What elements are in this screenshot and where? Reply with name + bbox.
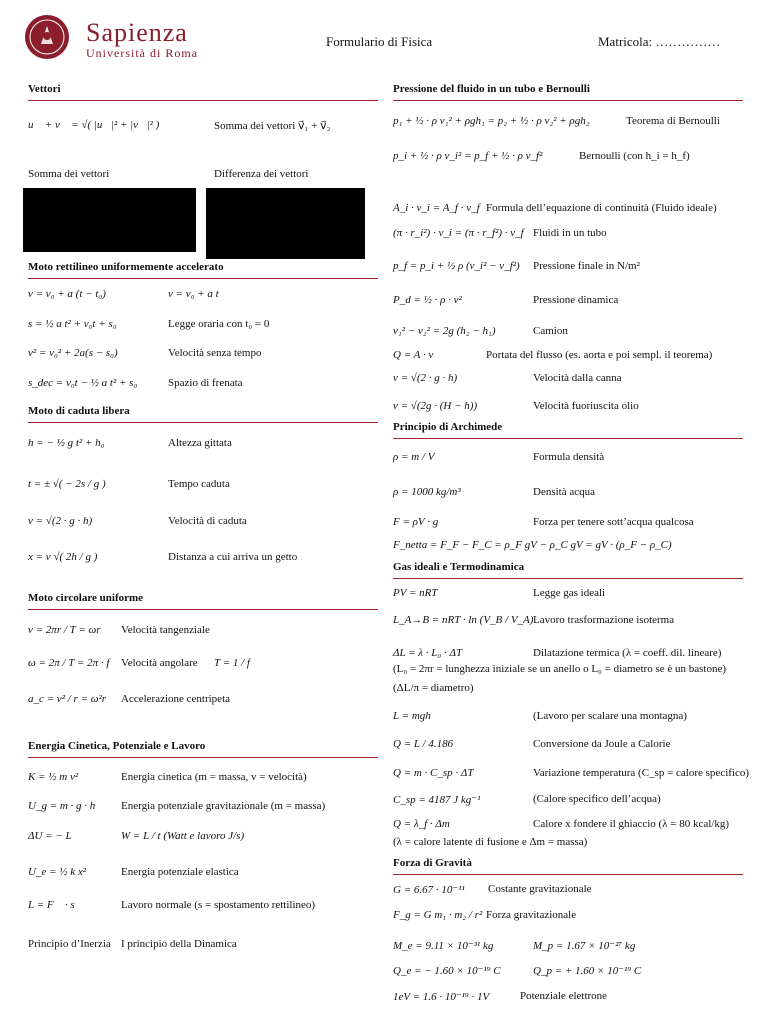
- formula-description: Formula densità: [533, 451, 605, 463]
- formula-description: Energia potenziale gravitazionale (m = massa): [121, 800, 326, 812]
- formula: v = √(2g · (H − h)): [393, 400, 478, 412]
- formula: t = ± √( − 2s / g ): [28, 478, 106, 490]
- formula: Q = L / 4.186: [393, 738, 454, 750]
- formula: L = mgh: [393, 710, 431, 722]
- rule-pressione: [393, 100, 743, 101]
- formula: A_i · v_i = A_f · v_f: [393, 202, 480, 214]
- formula-description: Calore x fondere il ghiaccio (λ = 80 kcal/kg): [533, 818, 730, 830]
- formula-description: Forza per tenere sott’acqua qualcosa: [533, 516, 694, 528]
- formula: p₁ + ½ · ρ v₁² + ρgh₁ = p₂ + ½ · ρ v₂² + ρgh₂: [393, 115, 590, 127]
- formula: P_d = ½ · ρ · v²: [393, 294, 462, 306]
- formula-description: Velocità senza tempo: [168, 347, 262, 359]
- formula-description: Pressione dinamica: [533, 294, 619, 306]
- formula-description: (ΔL/π = diametro): [393, 682, 474, 694]
- section-heading: Gas ideali e Termodinamica: [393, 561, 525, 573]
- formula-description: Potenziale elettrone: [520, 990, 608, 1002]
- rule-energia: [28, 757, 378, 758]
- formula: K = ½ m v²: [28, 771, 79, 783]
- formula-description: Camion: [533, 325, 568, 337]
- formula-description: Conversione da Joule a Calorie: [533, 738, 671, 750]
- formula-description: Spazio di frenata: [168, 377, 243, 389]
- formula-description: Principio d’Inerzia: [28, 938, 111, 950]
- formula-description: Velocità fuoriuscita olio: [533, 400, 639, 412]
- redacted-vector-difference-figure: [206, 188, 365, 259]
- section-heading: Principio di Archimede: [393, 421, 503, 433]
- rule-moto-circolare: [28, 609, 378, 610]
- rule-gas-ideali: [393, 578, 743, 579]
- formula-description: Forza gravitazionale: [486, 909, 577, 921]
- formula: Q = λ_f · Δm: [393, 818, 450, 830]
- formula: T = 1 / f: [214, 657, 250, 669]
- formula-description: Tempo caduta: [168, 478, 230, 490]
- formula: 1eV = 1.6 · 10⁻¹⁹ · 1V: [393, 991, 490, 1003]
- formula-description: Velocità tangenziale: [121, 624, 210, 636]
- formula-description: Velocità angolare: [121, 657, 198, 669]
- section-heading: Vettori: [28, 83, 61, 95]
- formula: ρ = m / V: [393, 451, 435, 463]
- formula: h = − ½ g t² + h₀: [28, 437, 105, 449]
- formula: Q_e = − 1.60 × 10⁻¹⁹ C: [393, 965, 501, 977]
- rule-gravita: [393, 874, 743, 875]
- section-heading: Forza di Gravità: [393, 857, 472, 869]
- formula: Q = m · C_sp · ΔT: [393, 767, 474, 779]
- formula: F = ρV · g: [393, 516, 439, 528]
- rule-archimede: [393, 438, 743, 439]
- formula: U_g = m · g · h: [28, 800, 96, 812]
- formula: PV = nRT: [393, 587, 438, 599]
- formula: p_i + ½ · ρ v_i² = p_f + ½ · ρ v_f²: [393, 150, 543, 162]
- formula-description: Velocità di caduta: [168, 515, 247, 527]
- formula: v = 2πr / T = ωr: [28, 624, 101, 636]
- formula-description: I principio della Dinamica: [121, 938, 237, 950]
- formula-description: Somma dei vettori v⃗₁ + v⃗₂: [214, 120, 331, 132]
- formula-description: Altezza gittata: [168, 437, 232, 449]
- section-heading: Moto rettilineo uniformemente accelerato: [28, 261, 224, 273]
- formula: v₁² − v₂² = 2g (h₂ − h₁): [393, 325, 496, 337]
- formula: Q = A · v: [393, 349, 434, 361]
- formula-description: Energia potenziale elastica: [121, 866, 239, 878]
- section-heading: Moto di caduta libera: [28, 405, 130, 417]
- formula-description: (Lavoro per scalare una montagna): [533, 710, 687, 722]
- formula-description: Teorema di Bernoulli: [626, 115, 720, 127]
- formula: x = v √( 2h / g ): [28, 551, 98, 563]
- formula-description: Accelerazione centripeta: [121, 693, 231, 705]
- formula: a_c = v² / r = ω²r: [28, 693, 107, 705]
- formula-description: Portata del flusso (es. aorta e poi sempl. il teorema): [486, 349, 713, 361]
- formula-description: Bernoulli (con h_i = h_f): [579, 150, 690, 162]
- logo-name: Sapienza: [86, 18, 188, 47]
- formula: C_sp = 4187 J kg⁻¹: [393, 794, 481, 806]
- university-seal: [24, 14, 70, 60]
- formula-description: Differenza dei vettori: [214, 168, 309, 180]
- logo-subtitle: Università di Roma: [86, 46, 198, 60]
- section-heading: Pressione del fluido in un tubo e Bernoulli: [393, 83, 590, 95]
- formula: s_dec = v₀t − ½ a t² + s₀: [28, 377, 138, 389]
- formula: v² = v₀² + 2a(s − s₀): [28, 347, 118, 359]
- formula: L = F⃗ · s⃗: [28, 899, 84, 911]
- formula: W = L / t (Watt e lavoro J/s): [121, 830, 245, 842]
- formula: ω = 2π / T = 2π · f: [28, 657, 110, 669]
- formula: F_g = G m₁ · m₂ / r²: [393, 909, 483, 921]
- formula-description: Formula dell’equazione di continuità (Fluido ideale): [486, 202, 717, 214]
- formula-description: (L₀ = 2πr = lunghezza iniziale se un anello o L₀ = diametro se è un bastone): [393, 663, 727, 675]
- formula-description: Lavoro trasformazione isoterma: [533, 614, 675, 626]
- formula: G = 6.67 · 10⁻¹¹: [393, 884, 465, 896]
- formula: M_p = 1.67 × 10⁻²⁷ kg: [533, 940, 636, 952]
- formula-description: Dilatazione termica (λ = coeff. dil. lineare): [533, 647, 722, 659]
- section-heading: Moto circolare uniforme: [28, 592, 144, 604]
- formula: p_f = p_i + ½ ρ (v_i² − v_f²): [393, 260, 520, 272]
- rule-moto-rettilineo: [28, 278, 378, 279]
- formula-description: Costante gravitazionale: [488, 883, 592, 895]
- formula: u⃗ + v⃗ = √( |u⃗|² + |v⃗|² ): [28, 119, 160, 131]
- formula: s = ½ a t² + v₀t + s₀: [28, 318, 117, 330]
- formula-description: Velocità dalla canna: [533, 372, 622, 384]
- formula: L_A→B = nRT · ln (V_B / V_A): [393, 614, 534, 626]
- rule-caduta-libera: [28, 422, 378, 423]
- formula-description: (λ = calore latente di fusione e Δm = massa): [393, 836, 588, 848]
- formula: Q_p = + 1.60 × 10⁻¹⁹ C: [533, 965, 642, 977]
- formula: ΔU = − L: [28, 830, 72, 842]
- formula-description: Fluidi in un tubo: [533, 227, 607, 239]
- formula-description: Variazione temperatura (C_sp = calore specifico): [533, 767, 750, 779]
- formula: v = v₀ + a (t − t₀): [28, 288, 106, 300]
- formula: v = √(2 · g · h): [393, 372, 458, 384]
- formula-description: Legge oraria con t₀ = 0: [168, 318, 270, 330]
- page-title: Formulario di Fisica: [326, 34, 433, 49]
- rule-vettori: [28, 100, 378, 101]
- formula: U_e = ½ k x²: [28, 866, 87, 878]
- formula: v = √(2 · g · h): [28, 515, 93, 527]
- formula-description: Densità acqua: [533, 486, 595, 498]
- formula-description: (Calore specifico dell’acqua): [533, 793, 661, 805]
- formula: ρ = 1000 kg/m³: [393, 486, 461, 498]
- redacted-vector-sum-figure: [23, 188, 196, 252]
- formula-description: Lavoro normale (s = spostamento rettilineo): [121, 899, 316, 911]
- formula: (π · r_i²) · v_i = (π · r_f²) · v_f: [393, 227, 524, 239]
- formula: F_netta = F_F − F_C = ρ_F gV − ρ_C gV = gV · (ρ_F − ρ_C): [393, 539, 672, 551]
- formula-description: Distanza a cui arriva un getto: [168, 551, 298, 563]
- matricola-field: Matricola: ……………: [598, 34, 721, 49]
- formula: v = v₀ + a t: [168, 288, 219, 300]
- formula-description: Pressione finale in N/m²: [533, 260, 640, 272]
- formula-description: Legge gas ideali: [533, 587, 606, 599]
- formula-description: Somma dei vettori: [28, 168, 110, 180]
- formula: M_e = 9.11 × 10⁻³¹ kg: [393, 940, 494, 952]
- formula: ΔL = λ · L₀ · ΔT: [393, 647, 463, 659]
- formula-description: Energia cinetica (m = massa, v = velocità): [121, 771, 307, 783]
- section-heading: Energia Cinetica, Potenziale e Lavoro: [28, 740, 206, 752]
